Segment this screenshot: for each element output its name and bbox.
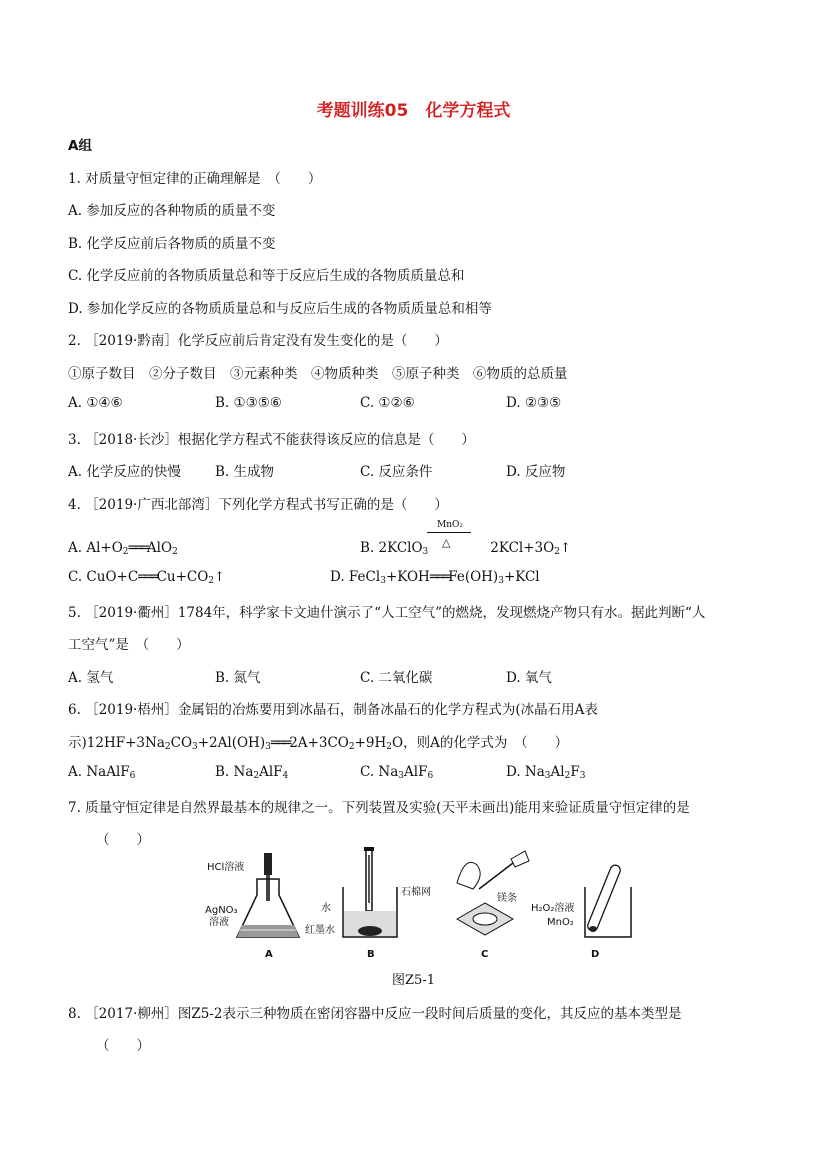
q4-option-c: C. $CuO+C═══Cu+CO_2↑$ [68, 569, 225, 586]
apparatus-b [305, 847, 397, 960]
label-mg: 镁条 [497, 893, 517, 904]
q5-line1: 5. ［2019·衢州］1784年，科学家卡文迪什演示了“人工空气”的燃烧，发现燃烧产物只有水。据此判断“人 [68, 605, 706, 621]
q8-line2: （ ） [96, 1038, 150, 1054]
q4-heat-label: △ [442, 536, 451, 549]
label-d: D [591, 949, 600, 960]
apparatus-a [205, 853, 299, 960]
q5-option-a: A. 氢气 [68, 670, 114, 686]
q2-option-c: C. ①②⑥ [360, 395, 415, 411]
label-agno3: AgNO₃ [205, 905, 238, 916]
label-gauze: 石棉网 [401, 887, 431, 898]
label-hcl: HCl溶液 [207, 862, 245, 873]
label-water: 水 [321, 903, 331, 914]
q3-option-a: A. 化学反应的快慢 [68, 464, 181, 480]
label-mno2: MnO₂ [547, 917, 574, 928]
q1-option-b: B. 化学反应前后各物质的质量不变 [68, 236, 276, 252]
q4-option-b: B. 2KClO$_3$ $2KCl+3O_2↑$ [360, 540, 571, 557]
q3-option-b: B. 生成物 [215, 464, 275, 480]
apparatus-c [401, 851, 529, 960]
q1-option-c: C. 化学反应前的各物质质量总和等于反应后生成的各物质质量总和 [68, 268, 465, 284]
q3-option-c: C. 反应条件 [360, 464, 433, 480]
q6-option-c: C. $Na_3AlF_6$ [360, 764, 434, 781]
q5-option-b: B. 氮气 [215, 670, 261, 686]
q2-option-b: B. ①③⑤⑥ [215, 395, 282, 411]
apparatus-d [531, 864, 631, 960]
q1-option-d: D. 参加化学反应的各物质质量总和与反应后生成的各物质质量总和相等 [68, 301, 492, 317]
q4-condition-bar [427, 532, 471, 533]
q6-option-b: B. $Na_2AlF_4$ [215, 764, 289, 781]
q6-line2: 示)$12HF+3Na_2CO_3+2Al(OH)_3═══2A+3CO_2+9H_2O$，则A的化学式为 （ ） [68, 735, 569, 752]
q1-option-a: A. 参加反应的各种物质的质量不变 [68, 203, 276, 219]
q2-items: ①原子数目 ②分子数目 ③元素种类 ④物质种类 ⑤原子种类 ⑥物质的总质量 [68, 366, 568, 382]
q5-line2: 工空气”是 （ ） [68, 637, 190, 653]
q4-catalyst-label: MnO₂ [437, 520, 463, 530]
experiment-figure [195, 845, 635, 975]
q2-option-a: A. ①④⑥ [68, 395, 123, 411]
label-a: A [265, 949, 273, 960]
q8-line1: 8. ［2017·柳州］图Z5-2表示三种物质在密闭容器中反应一段时间后质量的变化，其反应的基本类型是 [68, 1006, 682, 1022]
q3-stem: 3. ［2018·长沙］根据化学方程式不能获得该反应的信息是（ ） [68, 432, 475, 448]
q7-line2: （ ） [96, 832, 150, 848]
label-ink: 红墨水 [305, 925, 335, 936]
q2-option-d: D. ②③⑤ [506, 395, 562, 411]
q6-option-a: A. NaAlF$_6$ [68, 764, 136, 781]
q1-stem: 1. 对质量守恒定律的正确理解是 （ ） [68, 171, 322, 187]
q3-option-d: D. 反应物 [506, 464, 566, 480]
label-agno3-solution: 溶液 [209, 917, 229, 928]
page-title: 考题训练05 化学方程式 [316, 101, 511, 121]
figure-caption: 图Z5-1 [392, 973, 435, 988]
group-heading: A组 [68, 138, 92, 154]
q4-stem: 4. ［2019·广西北部湾］下列化学方程式书写正确的是（ ） [68, 497, 448, 513]
q2-stem: 2. ［2019·黔南］化学反应前后肯定没有发生变化的是（ ） [68, 333, 448, 349]
label-h2o2: H₂O₂溶液 [531, 903, 575, 914]
q6-line1: 6. ［2019·梧州］金属铝的冶炼要用到冰晶石，制备冰晶石的化学方程式为(冰晶石用A表 [68, 702, 598, 718]
q7-line1: 7. 质量守恒定律是自然界最基本的规律之一。下列装置及实验(天平未画出)能用来验证质量守恒定律的是 [68, 800, 690, 816]
q5-option-c: C. 二氧化碳 [360, 670, 433, 686]
q6-option-d: D. $Na_3Al_2F_3$ [506, 764, 586, 781]
q4-option-a: A. $Al+O_2═══AlO_2$ [68, 540, 178, 557]
label-c: C [481, 949, 489, 960]
q4-option-d: D. $FeCl_3+KOH═══Fe(OH)_3+KCl$ [330, 569, 540, 586]
q5-option-d: D. 氧气 [506, 670, 552, 686]
label-b: B [367, 949, 375, 960]
